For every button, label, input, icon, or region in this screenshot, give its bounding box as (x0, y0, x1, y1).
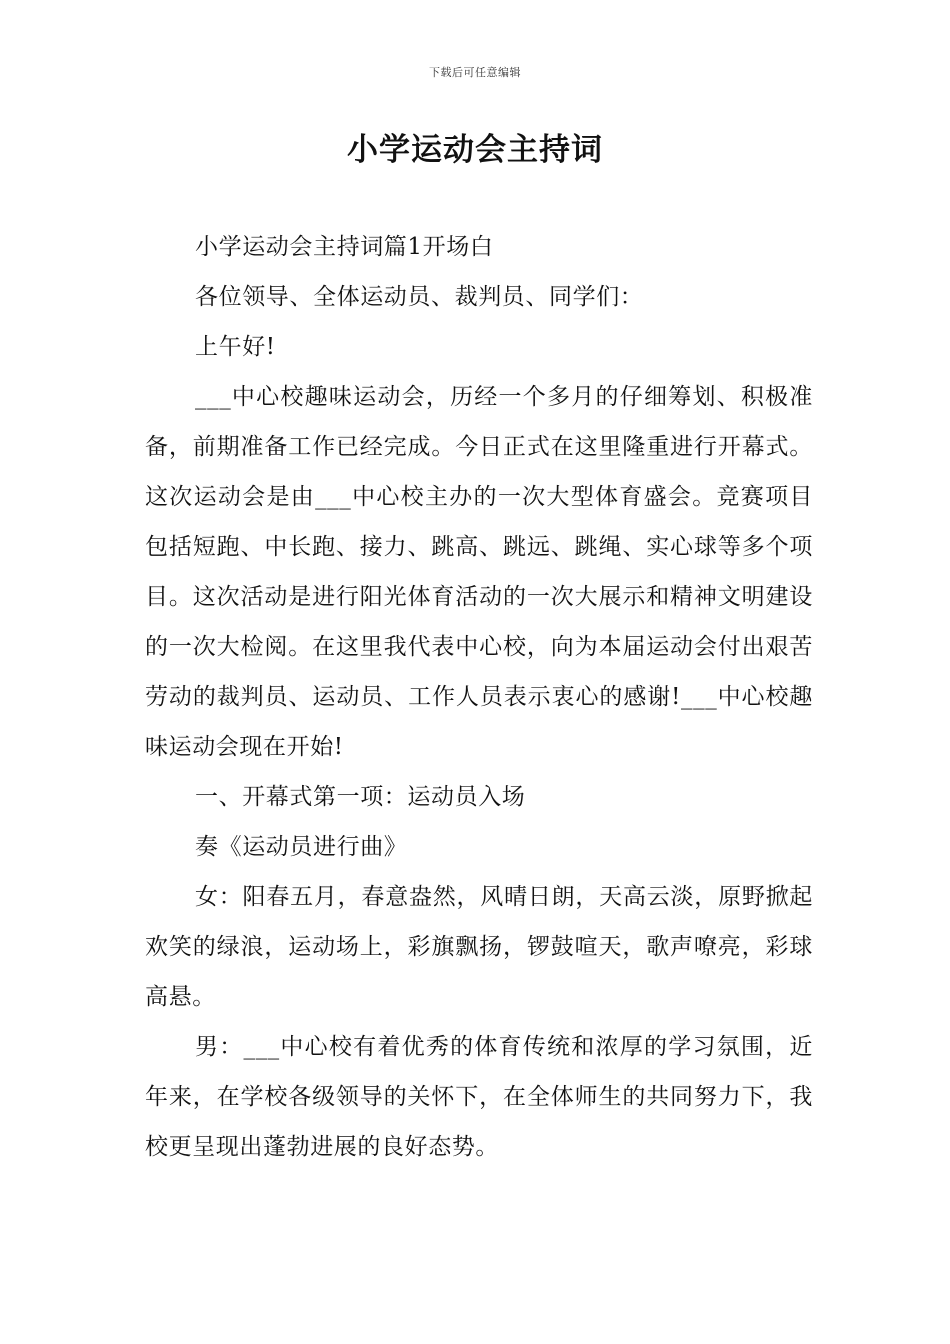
male-host-line: 男：___中心校有着优秀的体育传统和浓厚的学习氛围，近年来，在学校各级领导的关怀下，在全体师生的共同努力下，我校更呈现出蓬勃进展的良好态势。 (145, 1034, 813, 1160)
greeting: 上午好! (195, 334, 276, 360)
program-item-heading: 一、开幕式第一项：运动员入场 (195, 784, 526, 810)
document-title: 小学运动会主持词 (347, 132, 603, 168)
header-note: 下载后可任意编辑 (429, 66, 521, 79)
document-body (145, 222, 813, 1172)
female-host-line: 女：阳春五月，春意盎然，风晴日朗，天高云淡，原野掀起欢笑的绿浪，运动场上，彩旗飘扬，锣鼓喧天，歌声嘹亮，彩球高悬。 (145, 884, 813, 1010)
music-note: 奏《运动员进行曲》 (195, 834, 408, 860)
opening-paragraph: ___中心校趣味运动会，历经一个多月的仔细筹划、积极准备，前期准备工作已经完成。今日正式在这里隆重进行开幕式。这次运动会是由___中心校主办的一次大型体育盛会。竞赛项目包括短跑、中长跑、接力、跳高、跳远、跳绳、实心球等多个项目。这次活动是进行阳光体育活动的一次大展示和精神文明建设的一次大检阅。在这里我代表中心校，向为本届运动会付出艰苦劳动的裁判员、运动员、工作人员表示衷心的感谢!___中心校趣味运动会现在开始! (145, 384, 813, 760)
salutation: 各位领导、全体运动员、裁判员、同学们： (195, 284, 644, 310)
section-heading: 小学运动会主持词篇1开场白 (195, 234, 494, 260)
